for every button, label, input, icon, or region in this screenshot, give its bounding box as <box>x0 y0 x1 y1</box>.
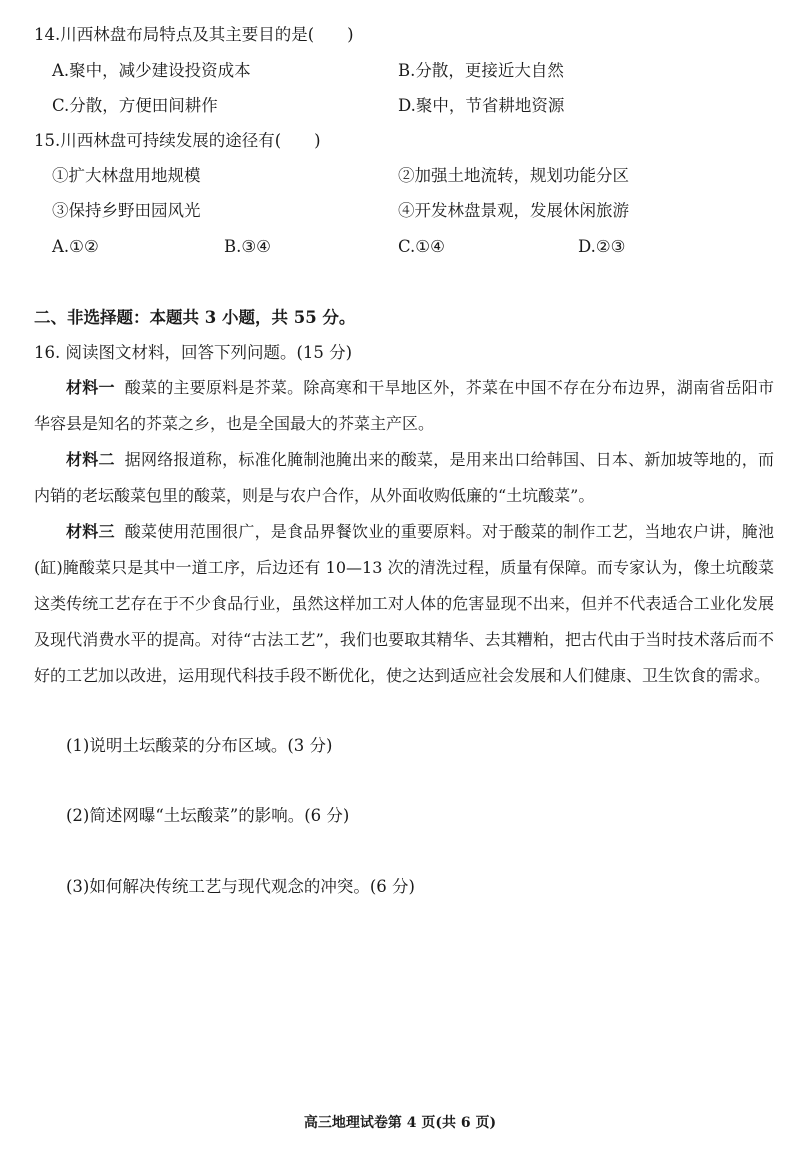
material-1-label: 材料一 <box>66 378 115 397</box>
material-3-label: 材料三 <box>66 522 115 541</box>
q15-stem: 15.川西林盘可持续发展的途径有( ) <box>34 131 321 150</box>
material-3-text: 酸菜使用范围很广，是食品界餐饮业的重要原料。对于酸菜的制作工艺，当地农户讲，腌池(缸)腌酸菜只是其中一道工序，后边还有 10—13 次的清洗过程，质量有保障。而专家认为，像土坑酸菜这类传统工艺存在于不少食品行业，虽然这样加工对人体的危害显现不出来，但并不代表适合工业化发展及现代消费水平的提高。对待“古法工艺”，我们也要取其精华、去其糟粕，把古代由于当时技术落后而不好的工艺加以改进，运用现代科技手段不断优化，使之达到适应社会发展和人们健康、卫生饮食的需求。 <box>34 522 774 685</box>
q14-option-b: B.分散，更接近大自然 <box>398 61 564 80</box>
q16-sub-1: (1)说明土坛酸菜的分布区域。(3 分) <box>66 736 333 755</box>
q15-item-3: ③保持乡野田园风光 <box>52 201 201 220</box>
q14-option-c: C.分散，方便田间耕作 <box>52 96 218 115</box>
q14-stem: 14.川西林盘布局特点及其主要目的是( ) <box>34 25 354 44</box>
material-1-text: 酸菜的主要原料是芥菜。除高寒和干旱地区外，芥菜在中国不存在分布边界，湖南省岳阳市华容县是知名的芥菜之乡，也是全国最大的芥菜主产区。 <box>34 378 774 433</box>
q15-option-a: A.①② <box>52 237 99 256</box>
q15-item-2: ②加强土地流转，规划功能分区 <box>398 166 629 185</box>
q16-sub-3: (3)如何解决传统工艺与现代观念的冲突。(6 分) <box>66 877 415 896</box>
material-1 <box>34 370 774 442</box>
q14-option-d: D.聚中，节省耕地资源 <box>398 96 565 115</box>
material-2 <box>34 442 774 514</box>
material-2-label: 材料二 <box>66 450 115 469</box>
material-3 <box>34 514 774 694</box>
material-2-text: 据网络报道称，标准化腌制池腌出来的酸菜，是用来出口给韩国、日本、新加坡等地的，而内销的老坛酸菜包里的酸菜，则是与农户合作，从外面收购低廉的“土坑酸菜”。 <box>34 450 774 505</box>
q15-item-1: ①扩大林盘用地规模 <box>52 166 201 185</box>
q15-option-d: D.②③ <box>578 237 626 256</box>
section-heading: 二、非选择题：本题共 3 小题，共 55 分。 <box>34 308 356 327</box>
q15-option-c: C.①④ <box>398 237 445 256</box>
q15-option-b: B.③④ <box>224 237 271 256</box>
q16-sub-2: (2)简述网曝“土坛酸菜”的影响。(6 分) <box>66 806 350 825</box>
page-footer: 高三地理试卷第 4 页(共 6 页) <box>303 1115 497 1131</box>
q15-item-4: ④开发林盘景观，发展休闲旅游 <box>398 201 629 220</box>
q16-stem: 16. 阅读图文材料，回答下列问题。(15 分) <box>34 343 353 362</box>
q14-option-a: A.聚中，减少建设投资成本 <box>52 61 251 80</box>
